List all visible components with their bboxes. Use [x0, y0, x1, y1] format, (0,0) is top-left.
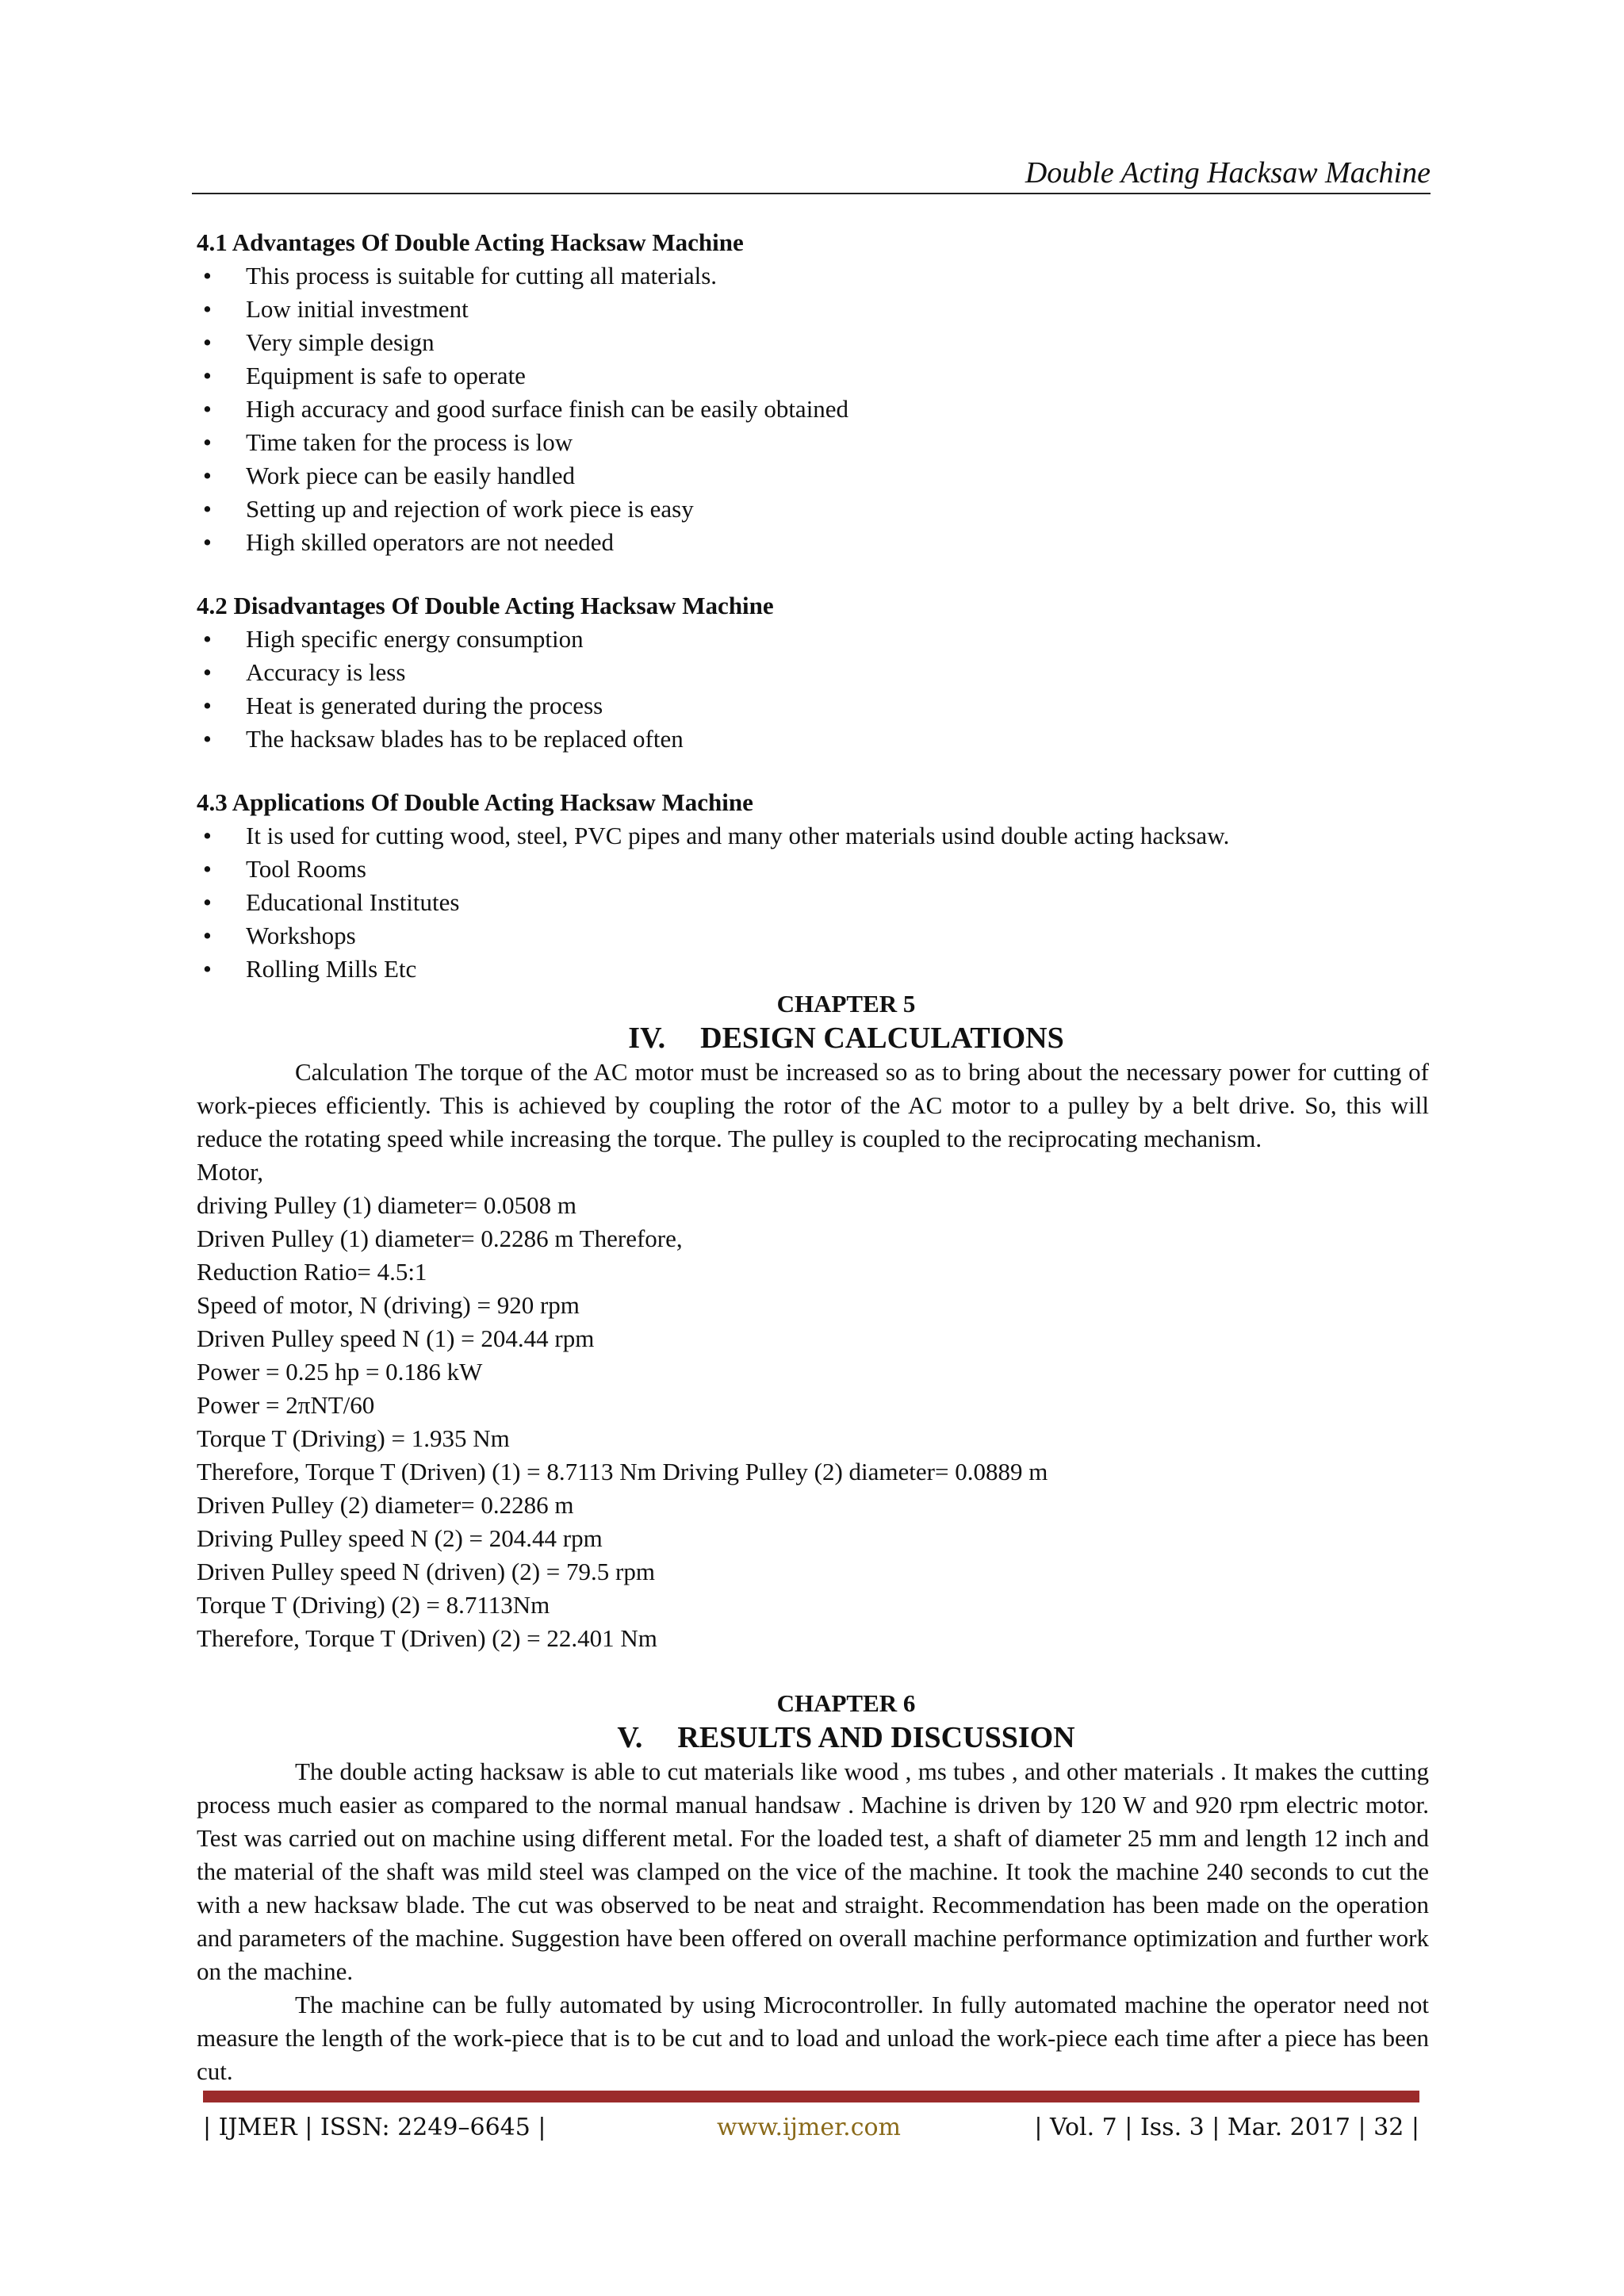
section-number: IV.	[628, 1022, 666, 1055]
section-iv-heading	[197, 1021, 1429, 1056]
calc-line: Speed of motor, N (driving) = 920 rpm	[197, 1291, 580, 1319]
list-item: • Low initial investment	[197, 293, 1429, 326]
list-item: • Very simple design	[197, 326, 1429, 359]
page-content	[197, 226, 1429, 2088]
list-item: • Work piece can be easily handled	[197, 459, 1429, 493]
footer-website-link[interactable]: www.ijmer.com	[717, 2114, 902, 2141]
list-item: • The hacksaw blades has to be replaced often	[197, 723, 1429, 756]
section-number: V.	[617, 1721, 643, 1754]
automation-paragraph: The machine can be fully automated by using Microcontroller. In fully automated machine the operator need not measure the length of the work-piece that is to be cut and to load and unload the work-piece each time after a piece has been cut.	[197, 1991, 1429, 2085]
advantages-heading: 4.1 Advantages Of Double Acting Hacksaw Machine	[197, 228, 744, 256]
chapter-5-label: CHAPTER 5	[776, 990, 916, 1018]
list-item: • High specific energy consumption	[197, 623, 1429, 656]
applications-list	[197, 819, 1429, 986]
calc-line: Motor,	[197, 1158, 264, 1186]
results-paragraph: The double acting hacksaw is able to cut materials like wood , ms tubes , and other materials . It makes the cutting process much easier as compared to the normal manual handsaw . Machine is driven by 120 W and 920 rpm electric motor. Test was carried out on machine using different metal. For the loaded test, a shaft of diameter 25 mm and length 12 inch and the material of the shaft was mild steel was clamped on the vice of the machine. It took the machine 240 seconds to cut the with a new hacksaw blade. The cut was observed to be neat and straight. Recommendation has been made on the operation and parameters of the machine. Suggestion have been offered on overall machine performance optimization and further work on the machine.	[197, 1757, 1429, 1985]
list-item: • It is used for cutting wood, steel, PVC pipes and many other materials usind double acting hacksaw.	[197, 819, 1429, 853]
calc-line: Therefore, Torque T (Driven) (2) = 22.401 Nm	[197, 1624, 657, 1652]
section-title: DESIGN CALCULATIONS	[700, 1022, 1064, 1055]
disadvantages-heading: 4.2 Disadvantages Of Double Acting Hacksaw Machine	[197, 592, 774, 619]
list-item: • Heat is generated during the process	[197, 689, 1429, 723]
calc-line: Driven Pulley (1) diameter= 0.2286 m Therefore,	[197, 1225, 683, 1252]
design-intro-paragraph: Calculation The torque of the AC motor must be increased so as to bring about the necessary power for cutting of work-pieces efficiently. This is achieved by coupling the rotor of the AC motor to a pulley by a belt drive. So, this will reduce the rotating speed while increasing the torque. The pulley is coupled to the reciprocating mechanism.	[197, 1058, 1429, 1152]
list-item: • Equipment is safe to operate	[197, 359, 1429, 393]
footer-journal-info: | IJMER | ISSN: 2249–6645 |	[203, 2114, 546, 2141]
calc-line: Power = 2πNT/60	[197, 1391, 375, 1419]
disadvantages-list	[197, 623, 1429, 756]
calc-line: Driven Pulley speed N (1) = 204.44 rpm	[197, 1324, 595, 1352]
list-item: • Accuracy is less	[197, 656, 1429, 689]
section-v-heading	[197, 1720, 1429, 1755]
calc-line: Power = 0.25 hp = 0.186 kW	[197, 1358, 483, 1386]
list-item: • Time taken for the process is low	[197, 426, 1429, 459]
chapter-6-label: CHAPTER 6	[776, 1689, 916, 1717]
spacer	[197, 1655, 1429, 1685]
list-item: • High accuracy and good surface finish can be easily obtained	[197, 393, 1429, 426]
calc-line: Driven Pulley (2) diameter= 0.2286 m	[197, 1491, 574, 1519]
calc-line: Driving Pulley speed N (2) = 204.44 rpm	[197, 1524, 603, 1552]
spacer	[197, 559, 1429, 589]
list-item: • Workshops	[197, 919, 1429, 953]
header-rule	[192, 193, 1431, 194]
list-item: • Educational Institutes	[197, 886, 1429, 919]
calc-line: Therefore, Torque T (Driven) (1) = 8.7113 Nm Driving Pulley (2) diameter= 0.0889 m	[197, 1458, 1048, 1485]
list-item: • High skilled operators are not needed	[197, 526, 1429, 559]
section-title: RESULTS AND DISCUSSION	[677, 1721, 1075, 1754]
calculation-lines	[197, 1156, 1429, 1655]
list-item: • Tool Rooms	[197, 853, 1429, 886]
list-item: • This process is suitable for cutting all materials.	[197, 259, 1429, 293]
calc-line: Torque T (Driving) (2) = 8.7113Nm	[197, 1591, 550, 1619]
list-item: • Rolling Mills Etc	[197, 953, 1429, 986]
calc-line: Torque T (Driving) = 1.935 Nm	[197, 1424, 510, 1452]
footer-issue-info: | Vol. 7 | Iss. 3 | Mar. 2017 | 32 |	[1034, 2114, 1419, 2141]
advantages-list	[197, 259, 1429, 559]
spacer	[197, 756, 1429, 786]
running-header-title: Double Acting Hacksaw Machine	[1025, 156, 1431, 190]
calc-line: driving Pulley (1) diameter= 0.0508 m	[197, 1191, 576, 1219]
footer-rule	[203, 2091, 1419, 2102]
list-item: • Setting up and rejection of work piece is easy	[197, 493, 1429, 526]
calc-line: Driven Pulley speed N (driven) (2) = 79.5 rpm	[197, 1558, 655, 1585]
applications-heading: 4.3 Applications Of Double Acting Hacksaw Machine	[197, 788, 753, 816]
calc-line: Reduction Ratio= 4.5:1	[197, 1258, 427, 1286]
